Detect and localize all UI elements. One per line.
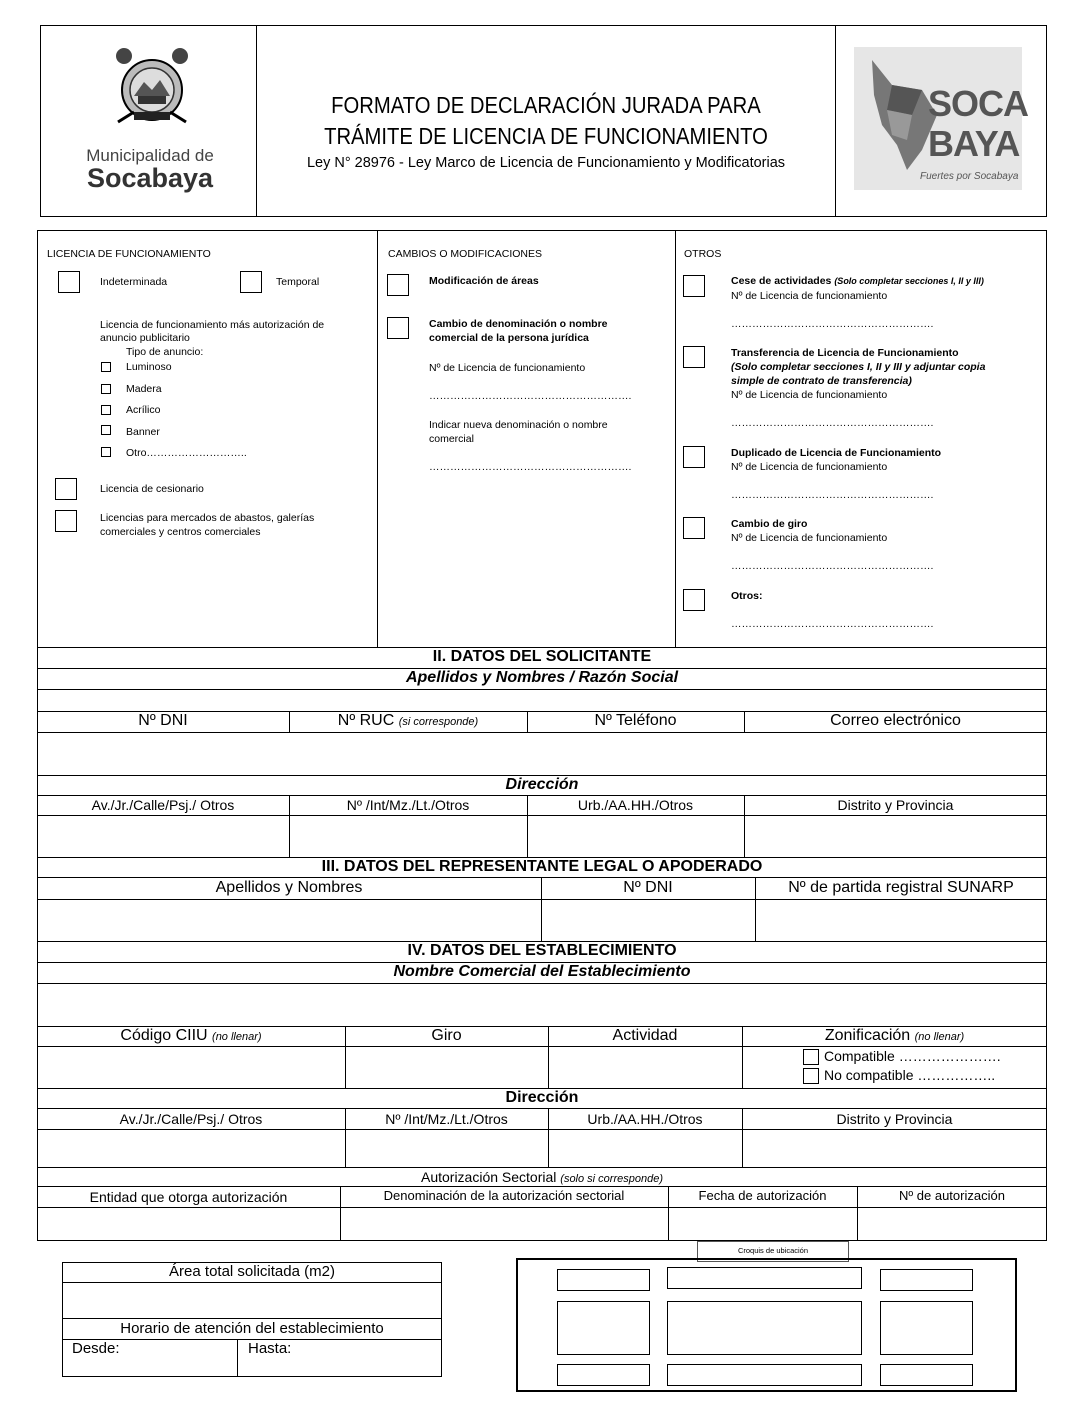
acrilico-label: Acrílico [126,404,161,416]
otros-checkbox[interactable] [683,589,705,611]
representante-partida-header: Nº de partida registral SUNARP [788,879,1014,896]
croquis-block [557,1301,650,1355]
correo-header: Correo electrónico [830,712,961,729]
brand-line2: BAYA [928,123,1020,164]
mercados-checkbox[interactable] [55,510,77,532]
section2-title: II. DATOS DEL SOLICITANTE [432,648,652,665]
nombre-comercial-field[interactable] [38,984,1046,1025]
fecha-header: Fecha de autorización [698,1188,827,1203]
telefono-header: Nº Teléfono [594,712,677,729]
cambios-heading: CAMBIOS O MODIFICACIONES [388,248,543,260]
establecimiento-direccion-title: Dirección [505,1089,579,1106]
otros-field[interactable]: …………………………………………………. [731,618,934,630]
hasta-label: Hasta: [248,1340,292,1357]
solicitante-nombre-field[interactable] [38,690,1046,710]
section3-title: III. DATOS DEL REPRESENTANTE LEGAL O APODERADO [321,858,763,875]
denominacion-header: Denominación de la autorización sectorial [383,1188,625,1203]
temporal-label: Temporal [276,276,320,288]
establecimiento-nro-header: Nº /Int/Mz./Lt./Otros [385,1111,508,1127]
croquis-block [667,1267,862,1289]
cambio-giro-nro-field[interactable]: …………………………………………………. [731,560,934,572]
representante-dni-header: Nº DNI [623,879,673,896]
transferencia-note-line1: (Solo completar secciones I, II y III y adjuntar copia [731,361,986,373]
cese-label: Cese de actividades (Solo completar secciones I, II y III) [731,275,984,287]
otros-heading: OTROS [684,248,722,260]
cese-nro-field[interactable]: …………………………………………………. [731,318,934,330]
ciiu-header: Código CIIU (no llenar) [120,1027,262,1044]
croquis-label: Croquis de ubicación [737,1246,809,1255]
cese-checkbox[interactable] [683,275,705,297]
cambio-denominacion-checkbox[interactable] [387,317,409,339]
madera-checkbox[interactable] [101,384,111,394]
nro-autorizacion-header: Nº de autorización [899,1188,1005,1203]
madera-label: Madera [126,383,162,395]
municipality-line2: Socabaya [86,163,214,193]
establecimiento-distrito-header: Distrito y Provincia [836,1111,953,1127]
ruc-header: Nº RUC (si corresponde) [337,712,479,729]
solicitante-urb-header: Urb./AA.HH./Otros [577,797,694,813]
municipal-seal-icon [104,40,200,136]
no-compatible-checkbox[interactable] [803,1068,819,1084]
header-divider [256,26,257,216]
nro-licencia-label: Nº de Licencia de funcionamiento [429,362,586,374]
brand-slogan: Fuertes por Socabaya [920,171,1019,182]
law-reference: Ley N° 28976 - Ley Marco de Licencia de Funcionamiento y Modificatorias [306,155,786,171]
no-compatible-label: No compatible …………….. [824,1067,996,1083]
nueva-denominacion-line2: comercial [429,433,474,445]
indeterminada-label: Indeterminada [100,276,168,288]
cambio-giro-checkbox[interactable] [683,517,705,539]
cambio-label-line1: Cambio de denominación o nombre [429,318,608,330]
brand-line1: SOCA [928,83,1029,124]
brand-logo [854,47,1029,190]
compatible-checkbox[interactable] [803,1049,819,1065]
croquis-block [880,1301,973,1355]
acrilico-checkbox[interactable] [101,405,111,415]
nro-licencia-field[interactable]: …………………………………………………. [429,390,632,402]
cambio-label-line2: comercial de la persona jurídica [429,332,589,344]
header-divider [835,26,836,216]
cambio-giro-label: Cambio de giro [731,518,808,530]
area-label: Área total solicitada (m2) [169,1263,335,1280]
solicitante-nro-header: Nº /Int/Mz./Lt./Otros [346,797,470,813]
actividad-header: Actividad [612,1027,678,1044]
licencia-heading: LICENCIA DE FUNCIONAMIENTO [47,248,211,260]
dni-header: Nº DNI [138,712,188,729]
entidad-header: Entidad que otorga autorización [89,1189,288,1205]
anuncio-label-line1: Licencia de funcionamiento más autorización de [100,319,325,331]
banner-checkbox[interactable] [101,425,111,435]
indeterminada-checkbox[interactable] [58,271,80,293]
section2-subtitle: Apellidos y Nombres / Razón Social [405,669,679,686]
luminoso-checkbox[interactable] [101,362,111,372]
mod-areas-label: Modificación de áreas [429,275,539,287]
luminoso-label: Luminoso [126,361,172,373]
autorizacion-sectorial-title: Autorización Sectorial (solo si corresponde) [420,1169,663,1185]
establecimiento-urb-header: Urb./AA.HH./Otros [587,1111,703,1127]
otro-label: Otro……………………….. [126,447,247,459]
nueva-denominacion-line1: Indicar nueva denominación o nombre [429,419,608,431]
croquis-block [667,1364,862,1386]
form-title-line1: FORMATO DE DECLARACIÓN JURADA PARA [331,92,761,118]
section4-title: IV. DATOS DEL ESTABLECIMIENTO [407,942,677,959]
transferencia-checkbox[interactable] [683,346,705,368]
cesionario-label: Licencia de cesionario [100,483,204,495]
establecimiento-av-header: Av./Jr./Calle/Psj./ Otros [119,1111,263,1127]
cesionario-checkbox[interactable] [55,478,77,500]
transferencia-nro-field[interactable]: …………………………………………………. [731,417,934,429]
tipo-anuncio-label: Tipo de anuncio: [126,346,204,358]
zonificacion-header: Zonificación (no llenar) [824,1027,965,1044]
solicitante-distrito-header: Distrito y Provincia [837,797,954,813]
form-title-line2: TRÁMITE DE LICENCIA DE FUNCIONAMIENTO [324,123,768,149]
duplicado-nro-field[interactable]: …………………………………………………. [731,489,934,501]
compatible-label: Compatible …………………. [824,1048,1001,1064]
mercados-label-line1: Licencias para mercados de abastos, galerías [100,512,315,524]
transferencia-label: Transferencia de Licencia de Funcionamiento [731,347,959,359]
horario-label: Horario de atención del establecimiento [120,1320,384,1337]
cambio-giro-nro-label: Nº de Licencia de funcionamiento [731,532,888,544]
cese-nro-label: Nº de Licencia de funcionamiento [731,290,888,302]
solicitante-av-header: Av./Jr./Calle/Psj./ Otros [91,797,235,813]
banner-label: Banner [126,426,160,438]
duplicado-nro-label: Nº de Licencia de funcionamiento [731,461,888,473]
otro-checkbox[interactable] [101,447,111,457]
representante-apellidos-header: Apellidos y Nombres [215,879,363,896]
duplicado-label: Duplicado de Licencia de Funcionamiento [731,447,942,459]
transferencia-note-line2: simple de contrato de transferencia) [731,375,912,387]
transferencia-nro-label: Nº de Licencia de funcionamiento [731,389,888,401]
otros-label: Otros: [731,590,763,602]
croquis-block [880,1269,973,1291]
croquis-block [557,1364,650,1386]
nueva-denominacion-field[interactable]: …………………………………………………. [429,461,632,473]
desde-label: Desde: [72,1340,120,1357]
section1-frame [37,230,1047,648]
anuncio-label-line2: anuncio publicitario [100,332,190,344]
municipality-line1: Municipalidad de [86,146,214,165]
section4-subtitle: Nombre Comercial del Establecimiento [393,963,691,980]
mod-areas-checkbox[interactable] [387,274,409,296]
solicitante-direccion-title: Dirección [505,776,579,793]
temporal-checkbox[interactable] [240,271,262,293]
giro-header: Giro [431,1027,462,1044]
croquis-block [667,1301,862,1355]
duplicado-checkbox[interactable] [683,446,705,468]
solicitante-contacto-row[interactable] [38,733,1046,774]
area-field[interactable] [63,1283,441,1317]
mercados-label-line2: comerciales y centros comerciales [100,526,261,538]
croquis-block [557,1269,650,1291]
section1-divider [675,231,676,647]
section1-divider [377,231,378,647]
croquis-block [880,1364,973,1386]
